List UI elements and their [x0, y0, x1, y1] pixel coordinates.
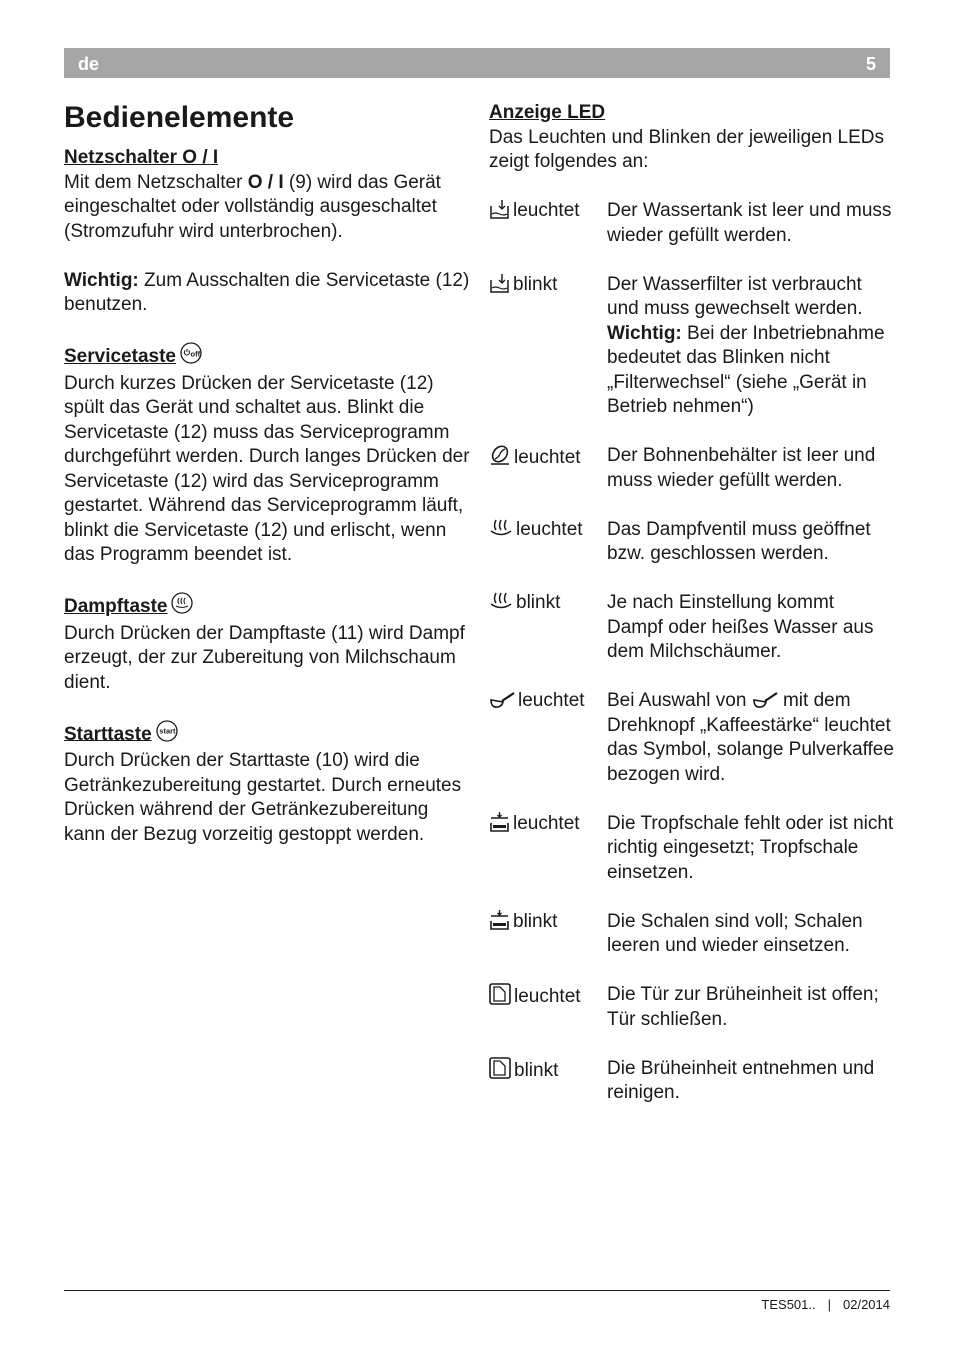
- anzeige-led-intro: Das Leuchten und Blinken der jeweiligen LEDs zeigt folgendes an:: [489, 126, 885, 172]
- netzschalter-text: Mit dem Netzschalter O / I (9) wird das Gerät eingeschaltet oder vollständig ausgeschaltet (Stromzufuhr wird unterbrochen).: [64, 171, 441, 242]
- drip-tray-icon: [489, 910, 510, 930]
- model-number: TES501..: [761, 1297, 816, 1312]
- led-row: leuchtet Der Bohnenbehälter ist leer und muss wieder gefüllt werden.: [489, 444, 894, 493]
- led-row: blinkt Der Wasserfilter ist verbraucht und muss gewechselt werden. Wichtig: Bei der Inbetriebnahme bedeutet das Blinken nicht „Filterwechsel“ (siehe „Gerät in Betrieb nehmen“): [489, 273, 894, 420]
- brew-unit-door-icon: [489, 983, 511, 1005]
- steam-icon: [489, 591, 513, 611]
- left-column: [64, 100, 474, 872]
- dampftaste-title: Dampftaste: [64, 592, 474, 622]
- dampftaste-text: Durch Drücken der Dampftaste (11) wird Dampf erzeugt, der zur Zubereitung von Milchschaum dient.: [64, 622, 465, 693]
- starttaste-text: Durch Drücken der Starttaste (10) wird die Getränkezubereitung gestartet. Durch erneutes Drücken während der Getränkezubereitung kann der Bezug vorzeitig gestoppt werden.: [64, 750, 462, 845]
- language-label: de: [78, 54, 100, 74]
- svg-text:start: start: [158, 726, 176, 736]
- servicetaste-text: Durch kurzes Drücken der Servicetaste (12) spült das Gerät und schaltet aus. Blinkt die Servicetaste (12) muss das Serviceprogramm durchgeführt werden. Durch langes Drücken der Servicetaste (12) wird das Serviceprogramm gestartet. Während das Serviceprogramm läuft, blinkt die Servicetaste (12) und erlischt, wenn das Programm beendet ist.: [64, 372, 470, 565]
- footer-separator: |: [827, 1297, 831, 1312]
- scoop-icon: [752, 691, 778, 709]
- svg-text:off: off: [190, 349, 201, 359]
- led-row: leuchtet Die Tür zur Brüheinheit ist offen; Tür schließen.: [489, 983, 894, 1032]
- anzeige-led-title: Anzeige LED: [489, 102, 606, 123]
- service-off-icon: [180, 342, 202, 372]
- water-tank-icon: [489, 199, 510, 219]
- netzschalter-note: Wichtig: Zum Ausschalten die Servicetaste (12) benutzen.: [64, 269, 470, 315]
- scoop-icon: [489, 691, 515, 709]
- netzschalter-title: Netzschalter O / I: [64, 147, 219, 168]
- led-row: leuchtet Die Tropfschale fehlt oder ist nicht richtig eingesetzt; Tropfschale einsetzen.: [489, 812, 894, 886]
- page-title: Bedienelemente: [64, 101, 295, 134]
- led-row: blinkt Je nach Einstellung kommt Dampf oder heißes Wasser aus dem Milchschäumer.: [489, 591, 894, 665]
- led-row: leuchtet Der Wassertank ist leer und muss wieder gefüllt werden.: [489, 199, 894, 248]
- servicetaste-title: Servicetaste off: [64, 342, 474, 372]
- start-button-icon: [156, 720, 178, 750]
- steam-icon: [489, 518, 513, 538]
- brew-unit-door-icon: [489, 1057, 511, 1079]
- edition-date: 02/2014: [843, 1297, 890, 1312]
- starttaste-title: Starttaste start: [64, 720, 474, 750]
- drip-tray-icon: [489, 812, 510, 832]
- led-row: blinkt Die Schalen sind voll; Schalen leeren und wieder einsetzen.: [489, 910, 894, 959]
- led-row: blinkt Die Brüheinheit entnehmen und reinigen.: [489, 1057, 894, 1106]
- section-dampftaste: [64, 592, 474, 695]
- coffee-bean-icon: [489, 444, 511, 466]
- water-tank-icon: [489, 273, 510, 293]
- section-starttaste: [64, 720, 474, 848]
- page-number: 5: [865, 54, 876, 74]
- right-column: [489, 101, 894, 1130]
- section-netzschalter: [64, 146, 474, 318]
- led-row: leuchtet Bei Auswahl von mit dem Drehknopf „Kaffeestärke“ leuchtet das Symbol, solange Pulverkaffee bezogen wird.: [489, 689, 894, 787]
- header-bar: [64, 48, 890, 78]
- footer: [761, 1296, 890, 1314]
- footer-divider: [64, 1290, 890, 1291]
- led-row: leuchtet Das Dampfventil muss geöffnet bzw. geschlossen werden.: [489, 518, 894, 567]
- section-servicetaste: [64, 342, 474, 568]
- steam-button-icon: [171, 592, 193, 622]
